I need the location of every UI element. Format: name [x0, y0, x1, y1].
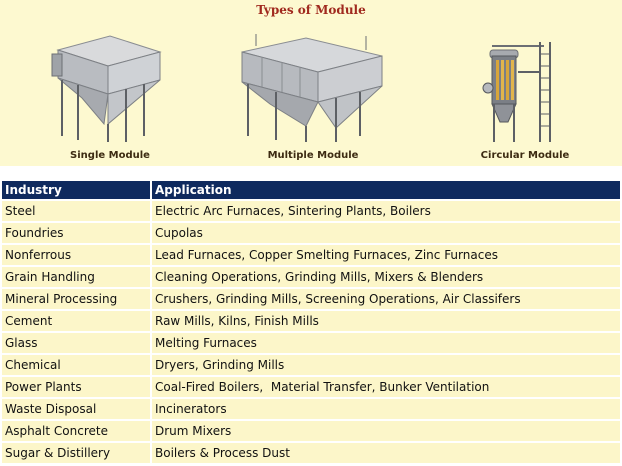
- application-cell: Cleaning Operations, Grinding Mills, Mixers & Blenders: [152, 267, 620, 287]
- application-cell: Cupolas: [152, 223, 620, 243]
- industry-cell: Cement: [2, 311, 150, 331]
- application-cell: Crushers, Grinding Mills, Screening Operations, Air Classifers: [152, 289, 620, 309]
- table-row: [2, 201, 620, 221]
- module-caption-circular: Circular Module: [480, 150, 570, 161]
- industry-cell: Nonferrous: [2, 245, 150, 265]
- header-application: Application: [152, 181, 620, 199]
- application-cell: Raw Mills, Kilns, Finish Mills: [152, 311, 620, 331]
- industry-cell: Grain Handling: [2, 267, 150, 287]
- application-cell: Dryers, Grinding Mills: [152, 355, 620, 375]
- application-cell: Incinerators: [152, 399, 620, 419]
- table-row: [2, 245, 620, 265]
- application-cell: Electric Arc Furnaces, Sintering Plants, Boilers: [152, 201, 620, 221]
- table-row: [2, 399, 620, 419]
- table-row: [2, 443, 620, 463]
- industry-cell: Steel: [2, 201, 150, 221]
- application-cell: Coal-Fired Boilers, Material Transfer, Bunker Ventilation: [152, 377, 620, 397]
- table-row: [2, 311, 620, 331]
- table-header-row: [2, 181, 620, 199]
- table-row: [2, 333, 620, 353]
- application-cell: Melting Furnaces: [152, 333, 620, 353]
- industry-cell: Glass: [2, 333, 150, 353]
- table-row: [2, 223, 620, 243]
- multiple-module-icon: [236, 32, 386, 144]
- industry-cell: Sugar & Distillery: [2, 443, 150, 463]
- industry-cell: Asphalt Concrete: [2, 421, 150, 441]
- header-industry: Industry: [2, 181, 150, 199]
- circular-module-icon: [478, 32, 570, 148]
- application-cell: Drum Mixers: [152, 421, 620, 441]
- application-cell: Lead Furnaces, Copper Smelting Furnaces, Zinc Furnaces: [152, 245, 620, 265]
- table-row: [2, 355, 620, 375]
- single-module-icon: [48, 32, 166, 144]
- application-cell: Boilers & Process Dust: [152, 443, 620, 463]
- modules-title: Types of Module: [256, 3, 366, 17]
- module-types-banner: [0, 0, 622, 166]
- industry-cell: Foundries: [2, 223, 150, 243]
- table-row: [2, 377, 620, 397]
- industry-cell: Mineral Processing: [2, 289, 150, 309]
- table-row: [2, 421, 620, 441]
- module-caption-single: Single Module: [70, 150, 150, 161]
- industry-application-table: [0, 179, 622, 465]
- module-caption-multiple: Multiple Module: [267, 150, 359, 161]
- table-row: [2, 267, 620, 287]
- table-row: [2, 289, 620, 309]
- industry-cell: Power Plants: [2, 377, 150, 397]
- industry-cell: Chemical: [2, 355, 150, 375]
- industry-cell: Waste Disposal: [2, 399, 150, 419]
